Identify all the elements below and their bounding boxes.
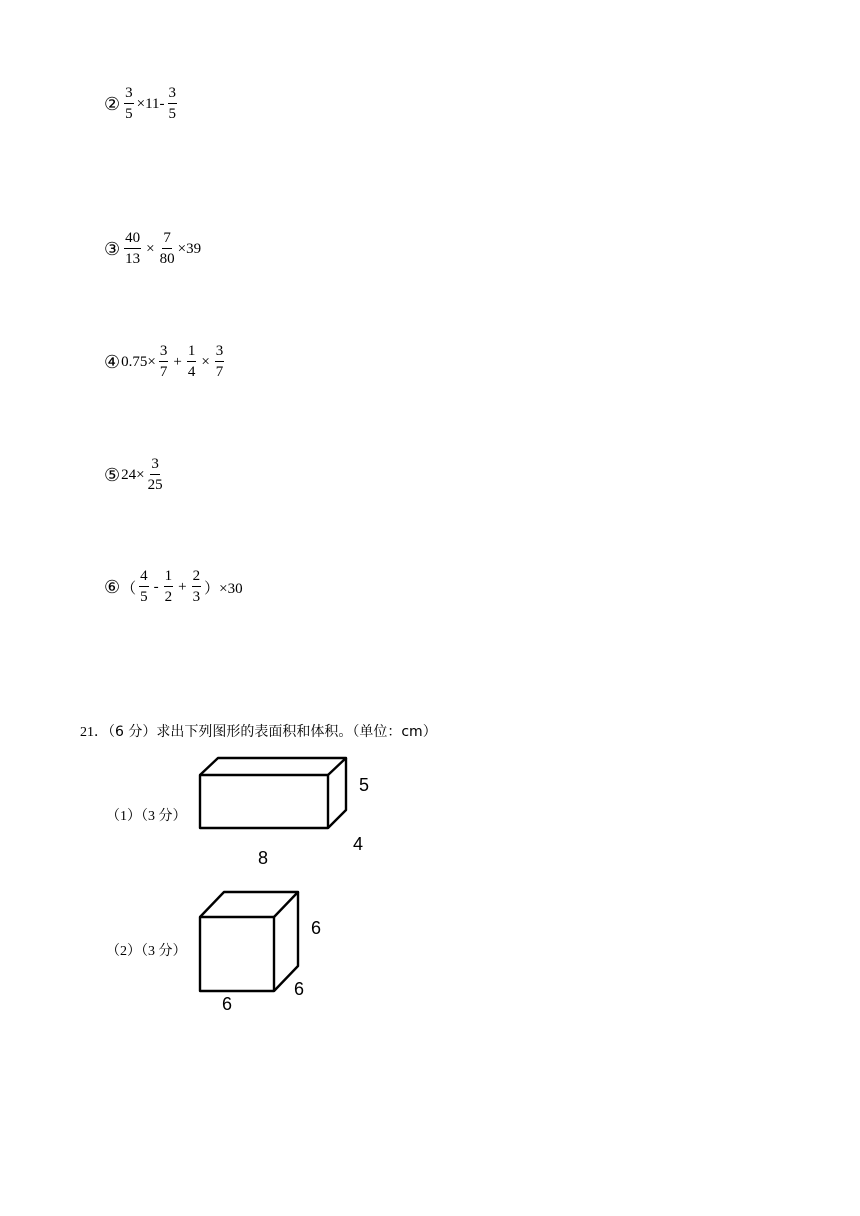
cube-top-face: [200, 892, 298, 917]
fraction: $\frac{7}{80}$: [159, 230, 175, 267]
part-1-label: （1）（3 分）: [106, 809, 187, 824]
fraction: $\frac{40}{13}$: [125, 230, 141, 267]
part-2-label: （2）（3 分）: [106, 944, 187, 959]
cuboid-height-label: 5: [359, 775, 370, 795]
operator: ×: [146, 240, 155, 257]
item-number: ③: [104, 238, 121, 259]
operator: +: [178, 578, 187, 595]
fraction: $\frac{3}{5}$: [125, 85, 133, 122]
operator: -: [153, 578, 159, 595]
cuboid-front-face: [200, 775, 328, 828]
question-text: ．（6 分）求出下列图形的表面积和体积。（单位：cm）: [94, 724, 437, 740]
cube-front-face: [200, 917, 274, 991]
cube-length-label: 6: [222, 994, 233, 1014]
item-number: ⑤: [104, 464, 121, 485]
fraction: $\frac{1}{2}$: [164, 568, 173, 605]
fraction: $\frac{4}{5}$: [140, 568, 148, 605]
item-number: ⑥: [104, 576, 121, 597]
cuboid-figure: [200, 758, 346, 828]
fraction: $\frac{3}{25}$: [147, 456, 163, 493]
cube-side-face: [274, 892, 298, 991]
cube-width-label: 6: [294, 979, 305, 999]
cuboid-width-label: 4: [353, 834, 364, 854]
cuboid-side-face: [328, 758, 346, 828]
operator-text: ）×30: [204, 580, 243, 597]
operator-text: 0.75×: [121, 353, 156, 370]
cube-height-label: 6: [311, 918, 322, 938]
operator: +: [173, 353, 182, 370]
operator: ×: [201, 353, 210, 370]
question-number: 21: [80, 725, 94, 740]
fraction: $\frac{3}{7}$: [159, 343, 168, 380]
cuboid-length-label: 8: [258, 848, 269, 868]
fraction: $\frac{3}{5}$: [168, 85, 177, 122]
fraction: $\frac{2}{3}$: [192, 568, 201, 605]
paren-open: （: [121, 580, 137, 597]
operator-text: ×39: [177, 240, 202, 257]
fraction: $\frac{3}{7}$: [215, 343, 224, 380]
fraction: $\frac{1}{4}$: [187, 343, 196, 380]
cuboid-top-face: [200, 758, 346, 775]
operator-text: 24×: [121, 466, 145, 483]
cube-figure: [200, 892, 298, 991]
operator-text: ×11-: [136, 95, 165, 112]
item-number: ②: [104, 93, 121, 114]
item-number: ④: [104, 351, 121, 372]
